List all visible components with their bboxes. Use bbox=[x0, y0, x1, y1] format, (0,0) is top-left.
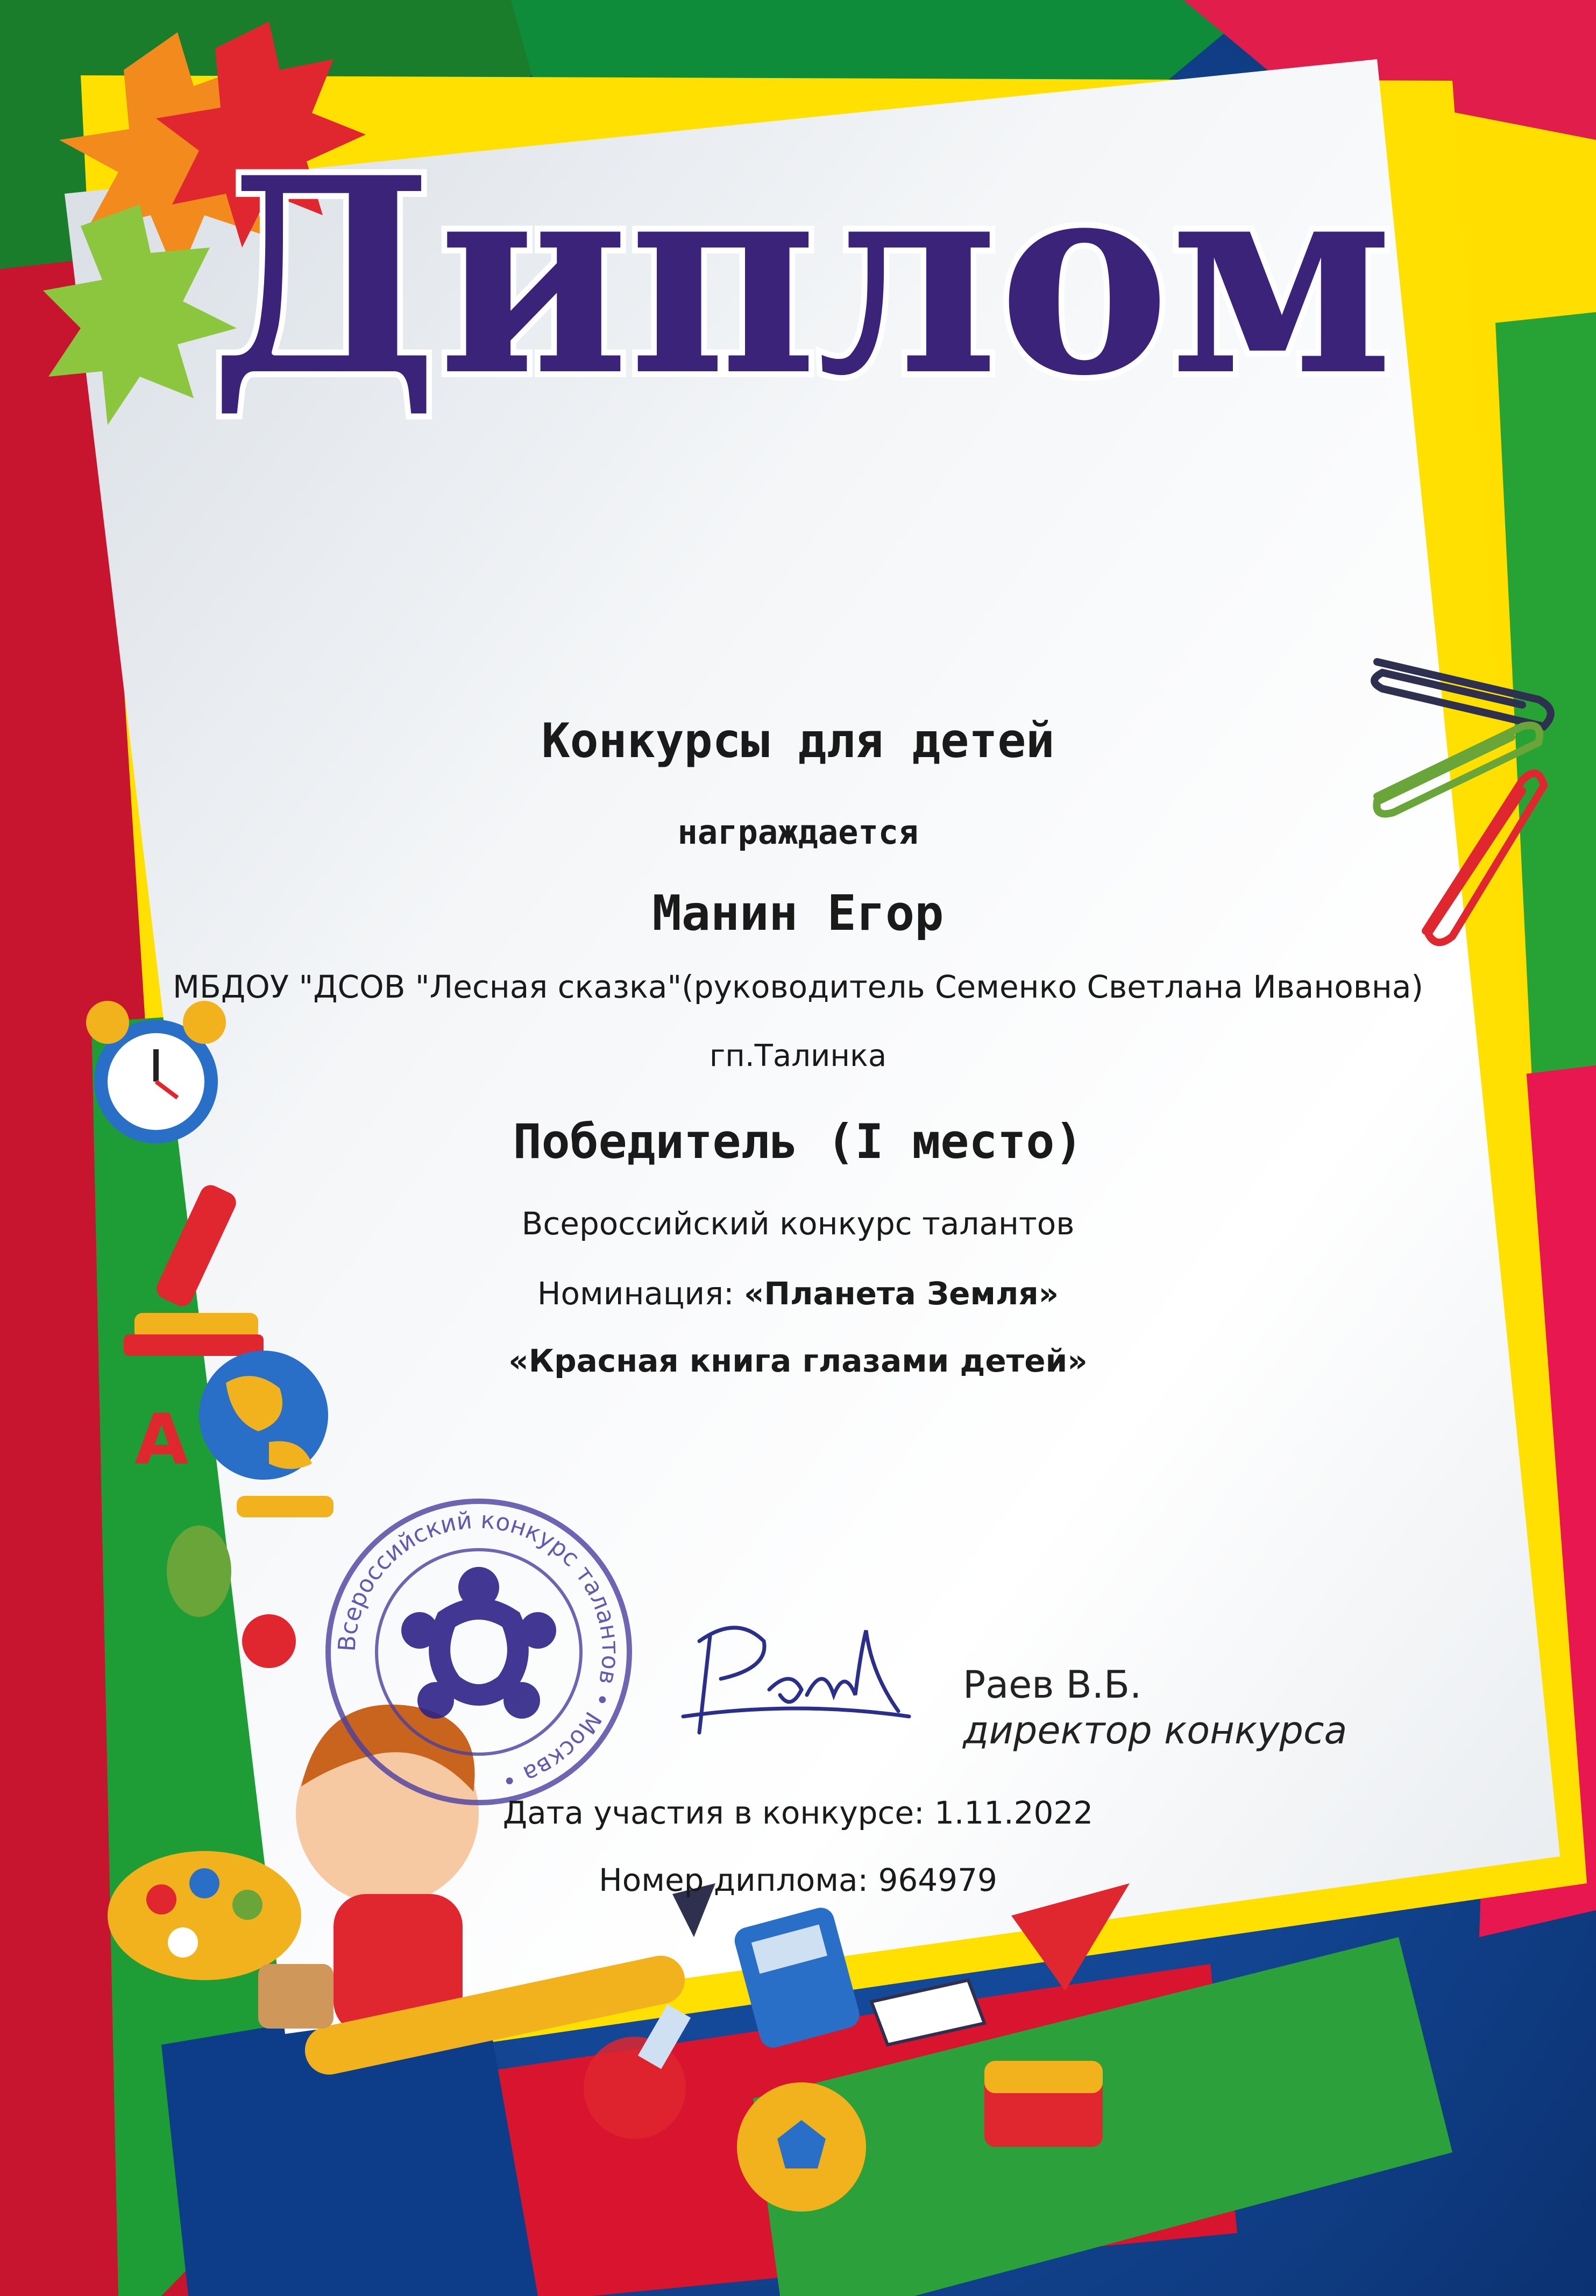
signer-name: Раев В.Б. bbox=[963, 1663, 1142, 1707]
soccer-ball-illustration bbox=[737, 2082, 866, 2212]
nomination-value: «Планета Земля» bbox=[743, 1275, 1059, 1312]
contest-stamp bbox=[323, 1496, 635, 1808]
organizer-name: Конкурсы для детей bbox=[541, 713, 1055, 768]
diploma-title: Диплом bbox=[210, 119, 1393, 435]
locality: гп.Талинка bbox=[709, 1039, 887, 1073]
awarded-label: награждается bbox=[677, 813, 919, 852]
institution-name: МБДОУ "ДСОВ "Лесная сказка"(руководитель Семенко Светлана Ивановна) bbox=[172, 969, 1423, 1005]
stamp-emblem bbox=[401, 1567, 556, 1719]
award-place: Победитель (I место) bbox=[513, 1114, 1083, 1169]
recipient-name: Манин Егор bbox=[652, 885, 944, 942]
work-title: «Красная книга глазами детей» bbox=[508, 1343, 1088, 1379]
participation-date: Дата участия в конкурсе: 1.11.2022 bbox=[502, 1795, 1094, 1831]
nomination-label: Номинация: bbox=[537, 1275, 734, 1312]
director-signature bbox=[662, 1609, 920, 1749]
stamp-text: Всероссийский конкурс талантов • Москва • bbox=[333, 1506, 625, 1795]
briefcase-illustration bbox=[984, 2061, 1103, 2147]
nomination-line bbox=[0, 1275, 1596, 1312]
contest-name: Всероссийский конкурс талантов bbox=[521, 1205, 1075, 1242]
diploma-number: Номер диплома: 964979 bbox=[599, 1862, 997, 1898]
signer-role: директор конкурса bbox=[963, 1708, 1347, 1753]
svg-text:А: А bbox=[134, 1398, 189, 1480]
